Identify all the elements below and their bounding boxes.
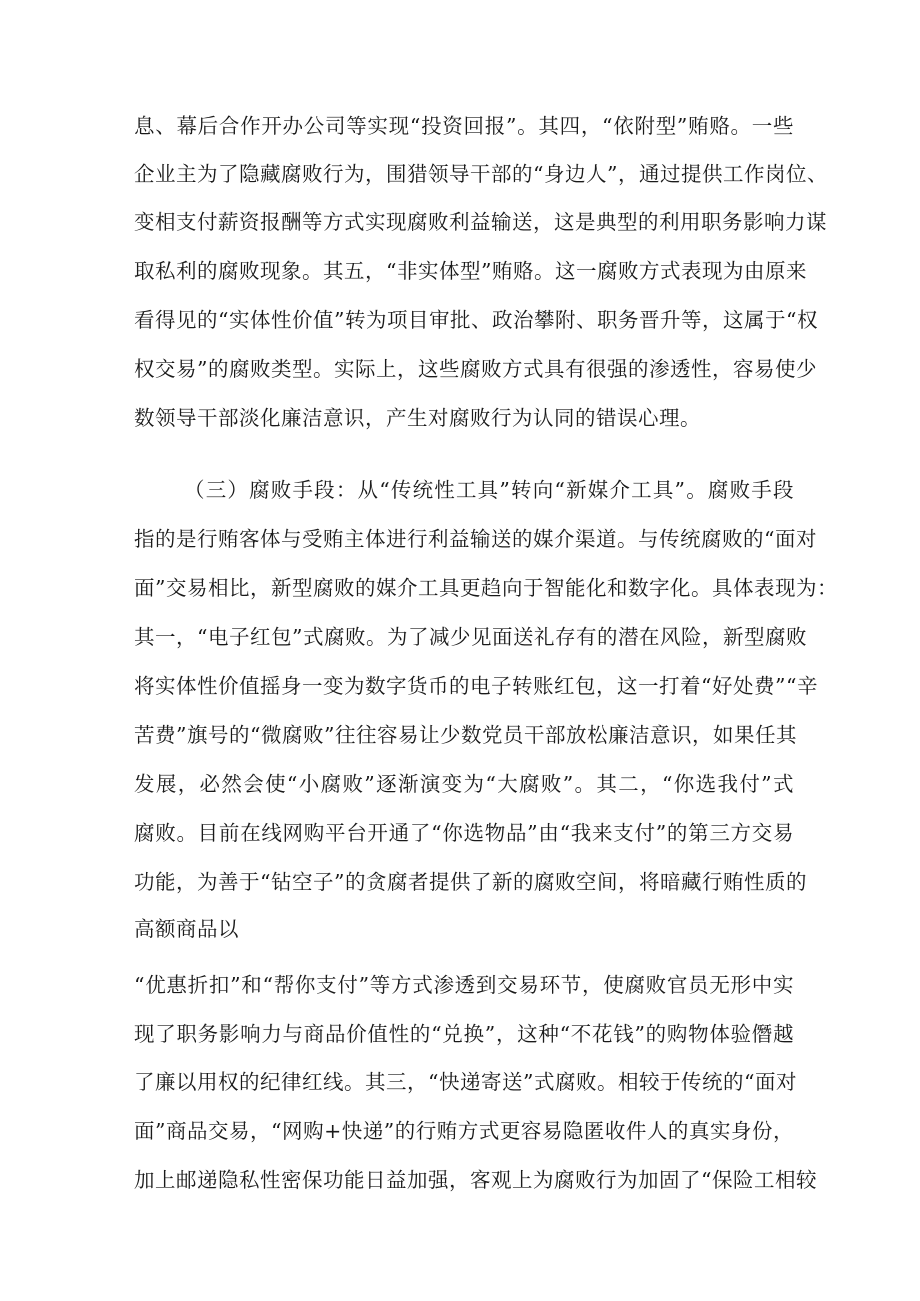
text-line: 其一，“电子红包”式腐败。为了减少见面送礼存有的潜在风险，新型腐败 [134, 625, 807, 649]
text-line: 看得见的“实体性价值”转为项目审批、政治攀附、职务晋升等，这属于“权 [134, 308, 818, 332]
text-line: 取私利的腐败现象。其五，“非实体型”贿赂。这一腐败方式表现为由原来 [134, 259, 807, 283]
text-line: 数领导干部淡化廉洁意识，产生对腐败行为认同的错误心理。 [134, 406, 701, 430]
text-line: 将实体性价值摇身一变为数字货币的电子转账红包，这一打着“好处费”“辛 [134, 674, 818, 698]
text-line: 企业主为了隐藏腐败行为，围猎领导干部的“身边人”，通过提供工作岗位、 [134, 162, 828, 186]
text-line: 发展，必然会使“小腐败”逐渐演变为“大腐败”。其二，“你选我付”式 [134, 772, 794, 796]
text-line: 苦费”旗号的“微腐败”往往容易让少数党员干部放松廉洁意识，如果任其 [134, 723, 797, 747]
text-line: 指的是行贿客体与受贿主体进行利益输送的媒介渠道。与传统腐败的“面对 [134, 527, 817, 551]
text-line: 面”交易相比，新型腐败的媒介工具更趋向于智能化和数字化。具体表现为： [134, 576, 838, 600]
text-line: 功能，为善于“钻空子”的贪腐者提供了新的腐败空间，将暗藏行贿性质的 [134, 870, 807, 894]
text-line: 加上邮递隐私性密保功能日益加强，客观上为腐败行为加固了“保险工相较 [134, 1168, 817, 1192]
text-line: “优惠折扣”和“帮你支付”等方式渗透到交易环节，使腐败官员无形中实 [134, 973, 794, 997]
text-line: 现了职务影响力与商品价值性的“兑换”，这种“不花钱”的购物体验僭越 [134, 1022, 794, 1046]
text-line: 腐败。目前在线网购平台开通了“你选物品”由“我来支付”的第三方交易 [134, 821, 794, 845]
text-line: 了廉以用权的纪律红线。其三，“快递寄送”式腐败。相较于传统的“面对 [134, 1070, 797, 1094]
text-line: 息、幕后合作开办公司等实现“投资回报”。其四，“依附型”贿赂。一些 [134, 114, 794, 138]
text-line: 高额商品以 [134, 917, 239, 941]
text-line: 变相支付薪资报酬等方式实现腐败利益输送，这是典型的利用职务影响力谋 [134, 210, 827, 234]
text-line: 权交易”的腐败类型。实际上，这些腐败方式具有很强的渗透性，容易使少 [134, 357, 817, 381]
text-line: 面”商品交易，“网购+快递”的行贿方式更容易隐匿收件人的真实身份， [134, 1119, 794, 1143]
text-line: （三）腐败手段：从“传统性工具”转向“新媒介工具”。腐败手段 [184, 478, 794, 502]
